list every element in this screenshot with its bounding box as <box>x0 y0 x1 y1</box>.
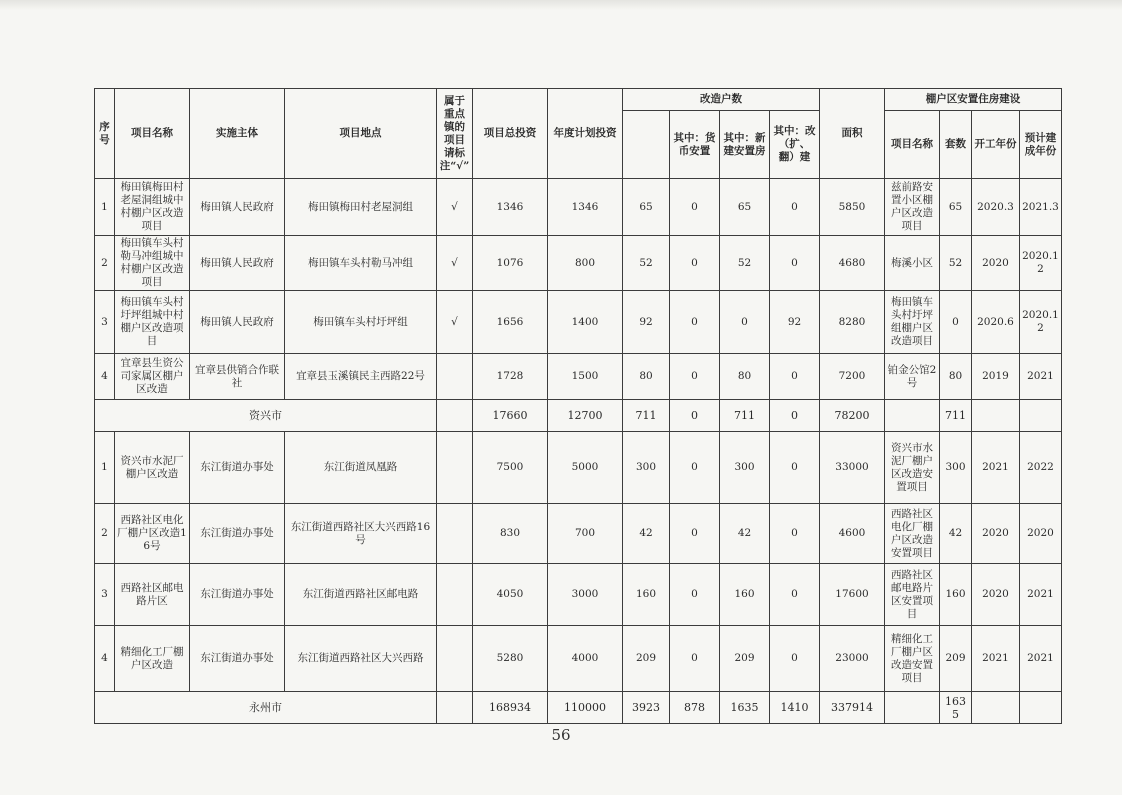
cell-housing-name: 兹前路安置小区棚户区改造项目 <box>885 179 940 236</box>
cell-key: √ <box>437 236 473 291</box>
cell-new: 0 <box>720 291 770 354</box>
header-annual-investment: 年度计划投资 <box>548 89 623 179</box>
cell-seq: 3 <box>95 564 115 626</box>
header-housing-name: 项目名称 <box>885 111 940 179</box>
cell-renov: 0 <box>770 179 820 236</box>
cell-total: 1728 <box>473 354 548 400</box>
table-row <box>95 432 1062 504</box>
cell-new: 65 <box>720 179 770 236</box>
subtotal-annual: 110000 <box>548 692 623 724</box>
cell-new: 209 <box>720 626 770 692</box>
subtotal-households: 3923 <box>623 692 670 724</box>
cell-name: 梅田镇车头村勒马冲组城中村棚户区改造项目 <box>115 236 190 291</box>
subtotal-cash: 878 <box>670 692 720 724</box>
header-total-investment: 项目总投资 <box>473 89 548 179</box>
cell-total: 1346 <box>473 179 548 236</box>
cell-area: 17600 <box>820 564 885 626</box>
header-entity: 实施主体 <box>190 89 285 179</box>
cell-entity: 东江街道办事处 <box>190 432 285 504</box>
cell-name: 西路社区邮电路片区 <box>115 564 190 626</box>
cell-key <box>437 626 473 692</box>
cell-finish-year: 2021 <box>1020 564 1062 626</box>
cell-location: 东江街道西路社区大兴西路 <box>285 626 437 692</box>
cell-area: 33000 <box>820 432 885 504</box>
subtotal-new: 1635 <box>720 692 770 724</box>
header-new-build: 其中：新建安置房 <box>720 111 770 179</box>
cell-housing-sets: 80 <box>940 354 972 400</box>
table-row <box>95 564 1062 626</box>
cell-total: 4050 <box>473 564 548 626</box>
cell-cash: 0 <box>670 432 720 504</box>
cell-finish-year: 2020.12 <box>1020 291 1062 354</box>
subtotal-label: 永州市 <box>95 692 437 724</box>
cell-cash: 0 <box>670 354 720 400</box>
header-name: 项目名称 <box>115 89 190 179</box>
subtotal-total: 168934 <box>473 692 548 724</box>
cell-renov: 0 <box>770 564 820 626</box>
subtotal-households: 711 <box>623 400 670 432</box>
scan-edge <box>0 0 1122 10</box>
cell-entity: 宜章县供销合作联社 <box>190 354 285 400</box>
subtotal-annual: 12700 <box>548 400 623 432</box>
subtotal-start-year <box>972 400 1020 432</box>
cell-seq: 2 <box>95 236 115 291</box>
cell-housing-name: 西路社区邮电路片区安置项目 <box>885 564 940 626</box>
header-households-group: 改造户数 <box>623 89 820 111</box>
subtotal-cash: 0 <box>670 400 720 432</box>
cell-households: 52 <box>623 236 670 291</box>
cell-housing-name: 精细化工厂棚户区改造安置项目 <box>885 626 940 692</box>
cell-location: 宜章县玉溪镇民主西路22号 <box>285 354 437 400</box>
header-key-town: 属于重点镇的项目请标注“√” <box>437 89 473 179</box>
cell-seq: 4 <box>95 626 115 692</box>
subtotal-housing-name <box>885 400 940 432</box>
subtotal-label: 资兴市 <box>95 400 437 432</box>
cell-cash: 0 <box>670 236 720 291</box>
header-start-year: 开工年份 <box>972 111 1020 179</box>
header-renovate: 其中：改（扩、翻）建 <box>770 111 820 179</box>
cell-location: 东江街道凤凰路 <box>285 432 437 504</box>
cell-annual: 3000 <box>548 564 623 626</box>
cell-area: 8280 <box>820 291 885 354</box>
subtotal-total: 17660 <box>473 400 548 432</box>
cell-entity: 东江街道办事处 <box>190 626 285 692</box>
cell-name: 梅田镇车头村圩坪组城中村棚户区改造项目 <box>115 291 190 354</box>
page-number: 56 <box>551 726 571 744</box>
cell-finish-year: 2020.12 <box>1020 236 1062 291</box>
cell-housing-name: 资兴市水泥厂棚户区改造安置项目 <box>885 432 940 504</box>
cell-annual: 1346 <box>548 179 623 236</box>
cell-renov: 0 <box>770 432 820 504</box>
header-seq: 序号 <box>95 89 115 179</box>
cell-annual: 1400 <box>548 291 623 354</box>
cell-seq: 1 <box>95 432 115 504</box>
cell-start-year: 2020 <box>972 504 1020 564</box>
subtotal-row <box>95 400 1062 432</box>
subtotal-area: 78200 <box>820 400 885 432</box>
cell-start-year: 2020 <box>972 564 1020 626</box>
cell-housing-sets: 209 <box>940 626 972 692</box>
cell-area: 23000 <box>820 626 885 692</box>
cell-entity: 东江街道办事处 <box>190 504 285 564</box>
table-row <box>95 504 1062 564</box>
subtotal-new: 711 <box>720 400 770 432</box>
cell-households: 209 <box>623 626 670 692</box>
cell-housing-sets: 300 <box>940 432 972 504</box>
table-row <box>95 179 1062 236</box>
table-row <box>95 236 1062 291</box>
housing-project-table <box>94 88 1062 724</box>
cell-households: 42 <box>623 504 670 564</box>
cell-area: 7200 <box>820 354 885 400</box>
header-area: 面积 <box>820 89 885 179</box>
cell-entity: 梅田镇人民政府 <box>190 236 285 291</box>
subtotal-finish-year <box>1020 692 1062 724</box>
cell-finish-year: 2021 <box>1020 354 1062 400</box>
cell-finish-year: 2022 <box>1020 432 1062 504</box>
cell-renov: 0 <box>770 504 820 564</box>
subtotal-housing-name <box>885 692 940 724</box>
cell-start-year: 2019 <box>972 354 1020 400</box>
header-row-1 <box>95 89 1062 111</box>
cell-name: 精细化工厂棚户区改造 <box>115 626 190 692</box>
cell-cash: 0 <box>670 291 720 354</box>
cell-seq: 2 <box>95 504 115 564</box>
cell-renov: 0 <box>770 236 820 291</box>
cell-housing-name: 铂金公馆2号 <box>885 354 940 400</box>
cell-new: 52 <box>720 236 770 291</box>
cell-start-year: 2021 <box>972 432 1020 504</box>
cell-start-year: 2020 <box>972 236 1020 291</box>
cell-area: 5850 <box>820 179 885 236</box>
cell-key <box>437 400 473 432</box>
cell-total: 1076 <box>473 236 548 291</box>
cell-housing-sets: 42 <box>940 504 972 564</box>
cell-key <box>437 354 473 400</box>
cell-cash: 0 <box>670 504 720 564</box>
cell-total: 1656 <box>473 291 548 354</box>
cell-finish-year: 2021 <box>1020 626 1062 692</box>
cell-location: 梅田镇车头村勒马冲组 <box>285 236 437 291</box>
subtotal-housing-sets: 711 <box>940 400 972 432</box>
cell-seq: 1 <box>95 179 115 236</box>
cell-housing-sets: 160 <box>940 564 972 626</box>
table-row <box>95 626 1062 692</box>
subtotal-area: 337914 <box>820 692 885 724</box>
cell-start-year: 2020.3 <box>972 179 1020 236</box>
cell-new: 300 <box>720 432 770 504</box>
subtotal-housing-sets: 1635 <box>940 692 972 724</box>
cell-renov: 0 <box>770 354 820 400</box>
cell-housing-name: 西路社区电化厂棚户区改造安置项目 <box>885 504 940 564</box>
cell-key: √ <box>437 291 473 354</box>
cell-key <box>437 692 473 724</box>
cell-finish-year: 2020 <box>1020 504 1062 564</box>
cell-households: 300 <box>623 432 670 504</box>
cell-name: 梅田镇梅田村老屋洞组城中村棚户区改造项目 <box>115 179 190 236</box>
header-finish-year: 预计建成年份 <box>1020 111 1062 179</box>
cell-area: 4680 <box>820 236 885 291</box>
cell-key: √ <box>437 179 473 236</box>
cell-annual: 4000 <box>548 626 623 692</box>
cell-key <box>437 564 473 626</box>
cell-renov: 0 <box>770 626 820 692</box>
cell-cash: 0 <box>670 564 720 626</box>
subtotal-row <box>95 692 1062 724</box>
cell-name: 资兴市水泥厂棚户区改造 <box>115 432 190 504</box>
cell-households: 80 <box>623 354 670 400</box>
cell-total: 830 <box>473 504 548 564</box>
cell-seq: 3 <box>95 291 115 354</box>
cell-new: 80 <box>720 354 770 400</box>
cell-location: 梅田镇梅田村老屋洞组 <box>285 179 437 236</box>
cell-cash: 0 <box>670 179 720 236</box>
subtotal-renov: 0 <box>770 400 820 432</box>
cell-housing-sets: 52 <box>940 236 972 291</box>
cell-new: 42 <box>720 504 770 564</box>
cell-housing-name: 梅田镇车头村圩坪组棚户区改造项目 <box>885 291 940 354</box>
cell-key <box>437 432 473 504</box>
cell-housing-sets: 65 <box>940 179 972 236</box>
cell-entity: 东江街道办事处 <box>190 564 285 626</box>
cell-annual: 700 <box>548 504 623 564</box>
header-households-total <box>623 111 670 179</box>
cell-households: 160 <box>623 564 670 626</box>
cell-households: 65 <box>623 179 670 236</box>
table-row <box>95 354 1062 400</box>
cell-start-year: 2020.6 <box>972 291 1020 354</box>
cell-total: 5280 <box>473 626 548 692</box>
cell-annual: 1500 <box>548 354 623 400</box>
cell-location: 东江街道西路社区邮电路 <box>285 564 437 626</box>
header-location: 项目地点 <box>285 89 437 179</box>
cell-location: 东江街道西路社区大兴西路16号 <box>285 504 437 564</box>
cell-name: 宜章县生资公司家属区棚户区改造 <box>115 354 190 400</box>
cell-location: 梅田镇车头村圩坪组 <box>285 291 437 354</box>
cell-cash: 0 <box>670 626 720 692</box>
cell-annual: 800 <box>548 236 623 291</box>
header-housing-sets: 套数 <box>940 111 972 179</box>
cell-start-year: 2021 <box>972 626 1020 692</box>
cell-name: 西路社区电化厂棚户区改造16号 <box>115 504 190 564</box>
cell-annual: 5000 <box>548 432 623 504</box>
subtotal-start-year <box>972 692 1020 724</box>
cell-housing-name: 梅溪小区 <box>885 236 940 291</box>
header-cash: 其中：货币安置 <box>670 111 720 179</box>
cell-finish-year: 2021.3 <box>1020 179 1062 236</box>
subtotal-renov: 1410 <box>770 692 820 724</box>
cell-total: 7500 <box>473 432 548 504</box>
cell-entity: 梅田镇人民政府 <box>190 291 285 354</box>
cell-households: 92 <box>623 291 670 354</box>
cell-new: 160 <box>720 564 770 626</box>
cell-entity: 梅田镇人民政府 <box>190 179 285 236</box>
cell-housing-sets: 0 <box>940 291 972 354</box>
cell-seq: 4 <box>95 354 115 400</box>
table-row <box>95 291 1062 354</box>
subtotal-finish-year <box>1020 400 1062 432</box>
cell-key <box>437 504 473 564</box>
cell-area: 4600 <box>820 504 885 564</box>
cell-renov: 92 <box>770 291 820 354</box>
header-housing-group: 棚户区安置住房建设 <box>885 89 1062 111</box>
